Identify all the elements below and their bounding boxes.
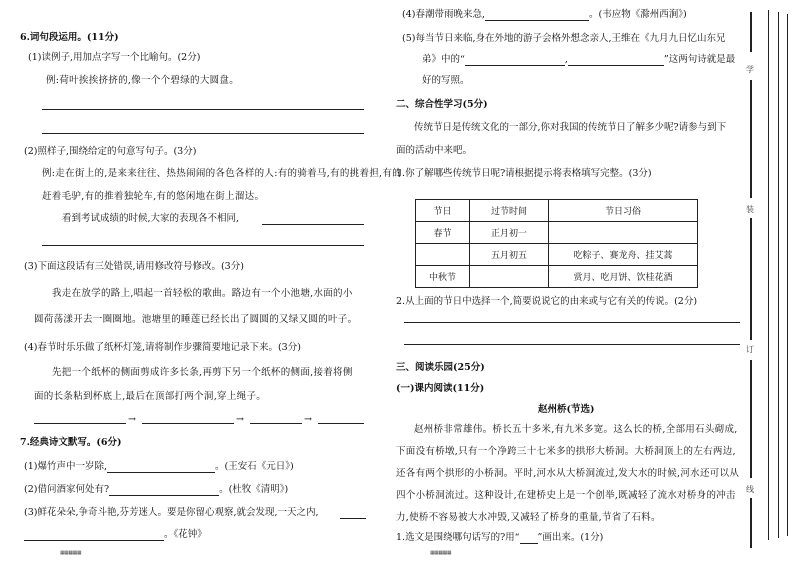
step-blank-2[interactable] — [142, 423, 234, 424]
arrow-3: → — [304, 414, 312, 425]
q7-1-pre: (1)爆竹声中一岁除, — [24, 461, 107, 472]
reading-title: 赵州桥(节选) — [538, 404, 595, 415]
q6-4-title: (4)春节时乐乐做了纸杯灯笼,请将制作步骤简要地记录下来。(3分) — [24, 342, 301, 353]
q7-1 — [24, 461, 294, 473]
margin-mark: 装 — [746, 205, 754, 214]
arrow-1: → — [128, 414, 136, 425]
q6-1-example: 例:荷叶挨挨挤挤的,像一个个碧绿的大圆盘。 — [46, 75, 240, 86]
q6-3-text-line1: 我走在放学的路上,唱起一首轻松的歌曲。路边有一个小池塘,水面的小 — [52, 288, 353, 299]
q7-1-blank[interactable] — [107, 462, 215, 473]
reading-line-1: 赵州桥非常雄伟。桥长五十多米,有九米多宽。这么长的桥,全部用石头砌成, — [414, 424, 738, 435]
table-cell-blank[interactable] — [416, 244, 470, 266]
table-cell-blank[interactable] — [470, 266, 549, 288]
section-2-intro-2: 面的活动中来吧。 — [396, 145, 473, 156]
reading-line-2: 下面没有桥墩,只有一个净跨三十七米多的拱形大桥洞。大桥洞顶上的左右两边, — [396, 446, 736, 457]
binding-line — [750, 12, 752, 52]
festival-table — [415, 199, 698, 288]
q7-2-post: 。(杜牧《清明》) — [219, 484, 289, 495]
q6-3-text-line2: 圆荷荡漾开去一圈圈地。池塘里的睡莲已经长出了圆圆的又绿又圆的叶子。 — [34, 314, 358, 325]
q7-5-line2 — [422, 54, 735, 66]
binding-line — [750, 80, 752, 198]
table-cell: 春节 — [416, 222, 470, 244]
table-row — [416, 244, 698, 266]
answer-line[interactable] — [42, 109, 364, 110]
q7-1-post: 。(王安石《元日》) — [214, 461, 294, 472]
q6-2-example-line1: 例:走在街上的,是来来往往、热热闹闹的各色各样的人:有的骑着马,有的挑着担,有的 — [42, 168, 402, 179]
table-header: 节日习俗 — [549, 200, 698, 222]
q7-3-blank-b[interactable] — [24, 530, 164, 541]
binding-line — [750, 498, 752, 548]
qr-footer-right: ▦▦▦▦▦ — [430, 550, 452, 556]
arrow-2: → — [236, 414, 244, 425]
q6-2-example-line2: 赶着毛驴,有的推着独轮车,有的悠闲地在街上溜达。 — [42, 191, 265, 202]
step-blank-4[interactable] — [318, 423, 364, 424]
step-blank-3[interactable] — [250, 423, 302, 424]
table-cell: 五月初五 — [470, 244, 549, 266]
table-cell: 中秋节 — [416, 266, 470, 288]
q7-4-post: 。(韦应物《滁州西涧》) — [588, 9, 687, 20]
margin-mark: 学 — [746, 65, 754, 74]
table-header-row — [416, 200, 698, 222]
q6-3-title: (3)下面这段话有三处错误,请用修改符号修改。(3分) — [24, 261, 244, 272]
q7-2-pre: (2)借问酒家何处有? — [24, 484, 110, 495]
margin-rule — [768, 10, 769, 540]
table-row — [416, 266, 698, 288]
table-header: 节日 — [416, 200, 470, 222]
q7-4-pre: (4)春潮带雨晚来急, — [402, 9, 485, 20]
section-2-q2: 2.从上面的节日中选择一个,简要说说它的由来或与它有关的传说。(2分) — [396, 296, 698, 307]
margin-mark: 线 — [746, 485, 754, 494]
reading-q1 — [396, 532, 603, 544]
q7-3-line1: (3)鲜花朵朵,争奇斗艳,芬芳迷人。要是你留心观察,就会发现,一天之内, — [24, 507, 319, 518]
answer-line[interactable] — [262, 224, 364, 225]
q7-2 — [24, 484, 288, 496]
q7-3-post: 。《花钟》 — [164, 529, 207, 540]
table-cell: 赏月、吃月饼、饮桂花酒 — [549, 266, 698, 288]
q7-5-line1: (5)每当节日来临,身在外地的游子会格外想念亲人,王维在《九月九日忆山东兄 — [402, 33, 726, 44]
q7-5-line3: 好的写照。 — [422, 75, 470, 86]
q6-2-title: (2)照样子,围绕给定的句意写句子。(3分) — [24, 146, 197, 157]
step-blank-1[interactable] — [34, 423, 126, 424]
reading-q1-pre: 1.选文是围绕哪句话写的?用“ — [396, 532, 520, 543]
table-cell: 正月初一 — [470, 222, 549, 244]
binding-line — [750, 360, 752, 478]
answer-line[interactable] — [404, 322, 740, 323]
q7-4 — [402, 9, 687, 21]
answer-line[interactable] — [42, 133, 364, 134]
q7-5-blank-2[interactable] — [568, 55, 664, 66]
margin-rule — [778, 12, 779, 538]
q7-5-post: ”这两句诗就是最 — [663, 54, 736, 65]
q7-5-pre: 弟》中的“ — [422, 54, 465, 65]
section-2-title: 二、综合性学习(5分) — [396, 99, 488, 110]
answer-line[interactable] — [42, 245, 364, 246]
margin-rule — [787, 14, 788, 536]
q7-4-blank[interactable] — [485, 10, 589, 21]
q7-3-blank-a[interactable] — [340, 518, 366, 519]
q7-5-blank-1[interactable] — [465, 55, 565, 66]
reading-q1-post: ”画出来。(1分) — [537, 532, 604, 543]
q6-1-title: (1)读例子,用加点字写一个比喻句。(2分) — [28, 52, 201, 63]
margin-mark: 订 — [746, 345, 754, 354]
binding-line — [750, 218, 752, 340]
q6-4-text-line2: 面的长条粘到杯底上,最后在顶部打两个洞,穿上绳子。 — [34, 391, 267, 402]
q6-title: 6.词句段运用。(11分) — [20, 32, 119, 43]
q7-3-line2 — [24, 529, 207, 541]
table-cell-blank[interactable] — [549, 222, 698, 244]
table-row — [416, 222, 698, 244]
q7-5-mid: , — [564, 54, 568, 65]
section-3-subtitle: (一)课内阅读(11分) — [396, 383, 485, 394]
section-2-q1: 1.你了解哪些传统节日呢?请根据提示将表格填写完整。(3分) — [396, 168, 652, 179]
reading-line-5: 力,使桥不容易被大水冲毁,又减轻了桥身的重量,节省了石料。 — [396, 512, 661, 523]
reading-line-4: 四个小桥洞流过。这种设计,在建桥史上是一个创举,既减轻了流水对桥身的冲击 — [396, 490, 736, 501]
table-header: 过节时间 — [470, 200, 549, 222]
table-cell: 吃粽子、赛龙舟、挂艾蒿 — [549, 244, 698, 266]
q7-title: 7.经典诗文默写。(6分) — [20, 437, 122, 448]
reading-line-3: 还各有两个拱形的小桥洞。平时,河水从大桥洞流过,发大水的时候,河水还可以从 — [396, 468, 740, 479]
section-3-title: 三、阅读乐园(25分) — [396, 362, 485, 373]
q6-2-prompt: 看到考试成绩的时候,大家的表现各不相同, — [62, 213, 240, 224]
q6-4-text-line1: 先把一个纸杯的侧面剪成许多长条,再剪下另一个纸杯的侧面,接着将侧 — [52, 367, 353, 378]
section-2-intro-1: 传统节日是传统文化的一部分,你对我国的传统节日了解多少呢?请参与到下 — [414, 122, 727, 133]
reading-q1-blank[interactable] — [520, 533, 538, 544]
answer-line[interactable] — [404, 344, 740, 345]
q7-2-blank[interactable] — [109, 485, 219, 496]
qr-footer-left: ▦▦▦▦▦ — [60, 550, 82, 556]
